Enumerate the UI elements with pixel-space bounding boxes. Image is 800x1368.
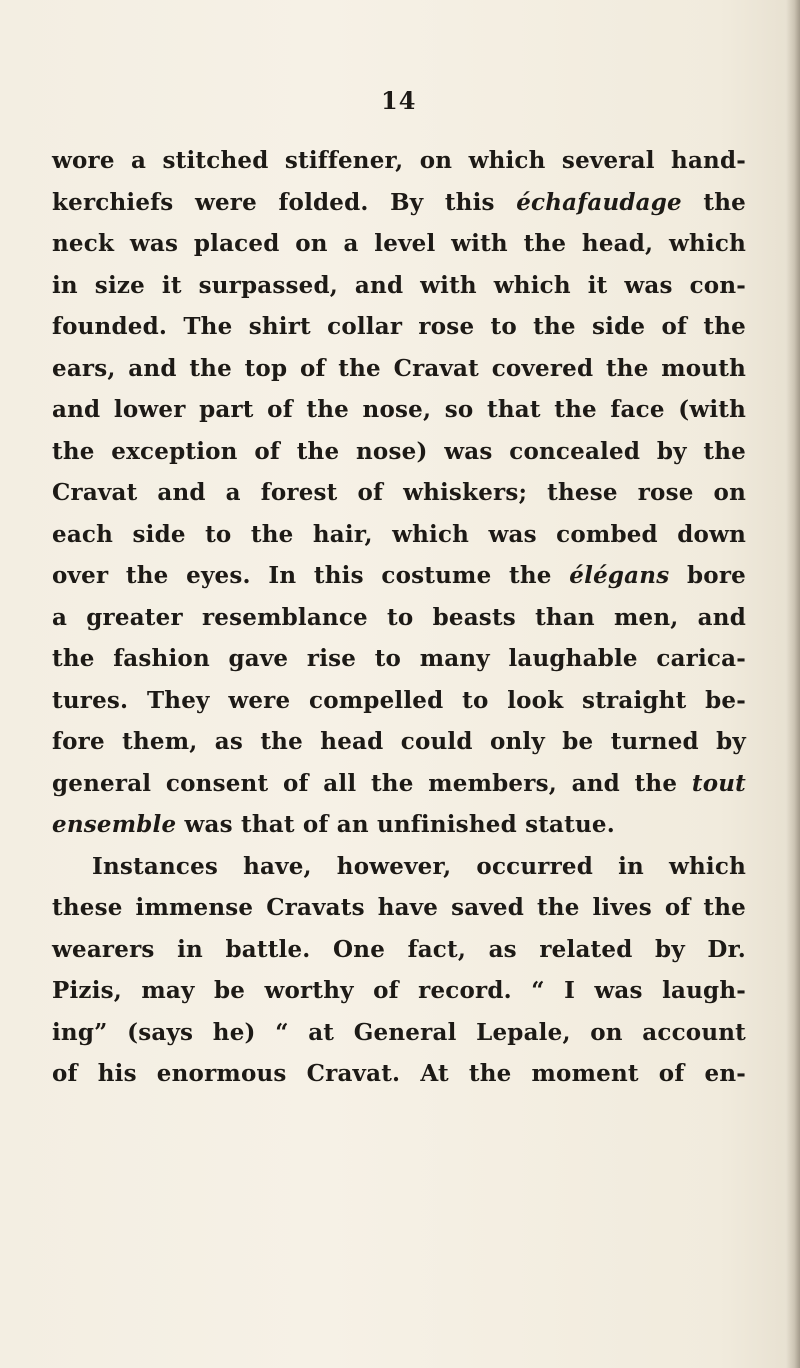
text-line-12: a greater resemblance to beasts than men, and — [52, 603, 746, 631]
text-line-1: wore a stitched stiffener, on which several hand- — [52, 147, 746, 174]
text-line-11: over the eyes. In this costume the élégans bore — [52, 562, 746, 589]
text-line-13: the fashion gave rise to many laughable carica- — [52, 645, 746, 672]
text-line-15: fore them, as the head could only be turned by — [52, 728, 746, 755]
text-line-18: Instances have, however, occurred in which — [92, 852, 746, 880]
text-line-20: wearers in battle. One fact, as related by Dr. — [52, 935, 746, 963]
text-line-5: founded. The shirt collar rose to the side of the — [52, 313, 746, 340]
text-line-10: each side to the hair, which was combed down — [52, 520, 746, 548]
text-line-21: Pizis, may be worthy of record. “ I was laugh- — [52, 977, 746, 1004]
text-line-19: these immense Cravats have saved the lives of the — [52, 894, 746, 921]
page-edge-shadow — [786, 0, 800, 1368]
page-number: 14 — [381, 86, 417, 115]
text-line-17: ensemble was that of an unfinished statue. — [52, 811, 615, 838]
text-line-6: ears, and the top of the Cravat covered the mouth — [52, 354, 746, 382]
italic-term: élégans — [569, 562, 670, 589]
text-line-9: Cravat and a forest of whiskers; these rose on — [52, 479, 746, 506]
italic-term: ensemble — [52, 811, 177, 838]
text-line-7: and lower part of the nose, so that the face (with — [52, 396, 746, 423]
text-line-22: ing” (says he) “ at General Lepale, on account — [52, 1018, 746, 1046]
text-line-23: of his enormous Cravat. At the moment of en- — [52, 1060, 746, 1087]
italic-term: échafaudage — [516, 188, 682, 216]
italic-term: tout — [691, 769, 746, 797]
text-line-2: kerchiefs were folded. By this échafaudage the — [52, 188, 746, 216]
text-line-16: general consent of all the members, and the tout — [52, 769, 746, 797]
text-line-3: neck was placed on a level with the head, which — [52, 230, 746, 257]
body-text — [52, 140, 746, 1095]
text-line-14: tures. They were compelled to look straight be- — [52, 686, 746, 714]
text-line-4: in size it surpassed, and with which it was con- — [52, 271, 746, 299]
text-line-8: the exception of the nose) was concealed by the — [52, 437, 746, 465]
